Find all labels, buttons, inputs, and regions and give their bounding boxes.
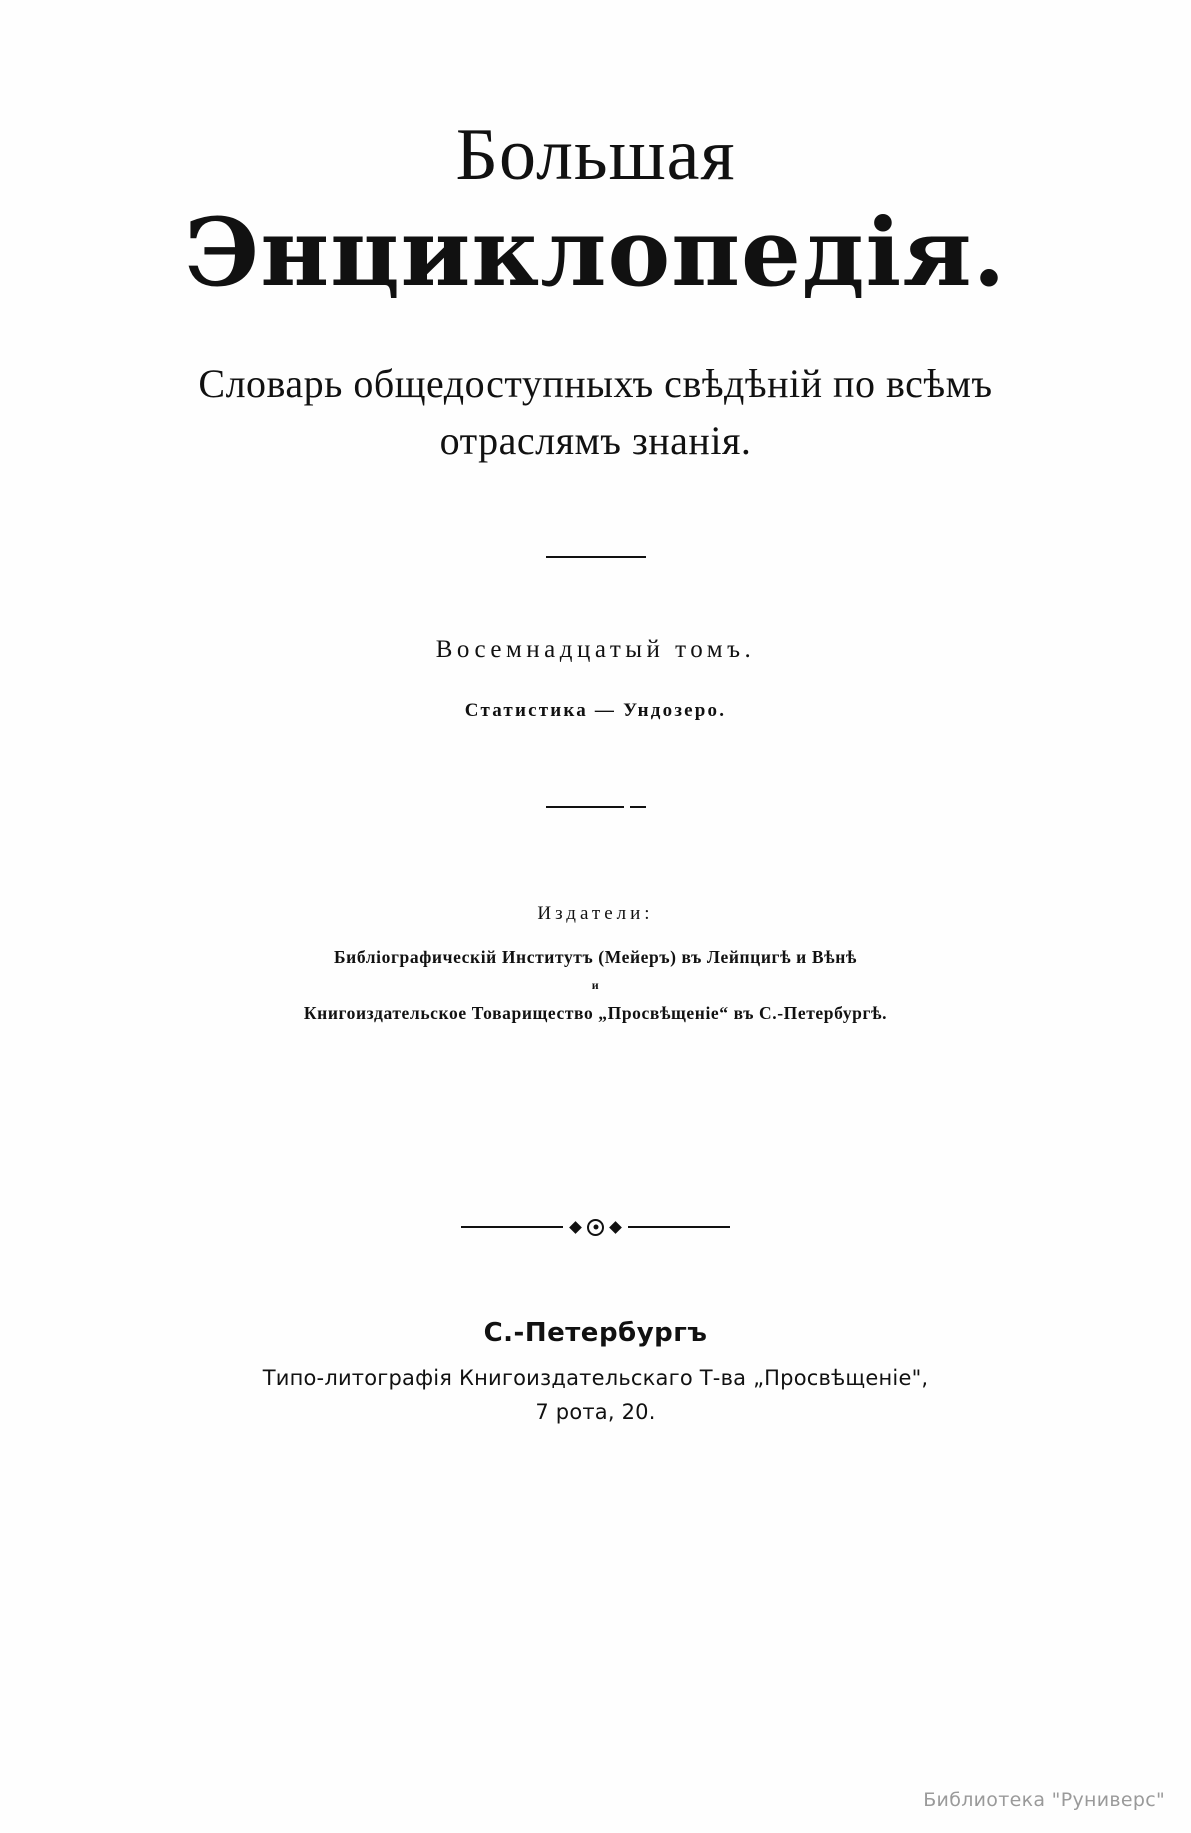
publisher-name-2: Книгоиздательское Товарищество „Просвѣщеніе“ въ С.-Петербургѣ. (303, 1002, 888, 1023)
ornament-divider (0, 1219, 1191, 1236)
publishers-block (0, 903, 1191, 1024)
page-subtitle: Словарь общедоступныхъ свѣдѣній по всѣмъ отраслямъ знанія. (198, 361, 993, 463)
divider-middle (0, 806, 1191, 808)
diamond-icon (609, 1221, 622, 1234)
circle-dot-icon (587, 1219, 604, 1236)
horizontal-rule (546, 556, 646, 558)
ornament-line-right (628, 1226, 730, 1228)
imprint-block (0, 1318, 1191, 1424)
publishers-conjunction: и (591, 977, 600, 992)
library-watermark: Библиотека "Руниверс" (923, 1789, 1165, 1811)
diamond-icon (569, 1221, 582, 1234)
page-title-line-1: Большая (455, 114, 736, 196)
volume-range: Статистика — Ундозеро. (464, 699, 727, 721)
publishers-heading: Издатели: (537, 902, 654, 924)
volume-label: Восемнадцатый томъ. (435, 635, 756, 663)
ornament-line-left (461, 1226, 563, 1228)
divider-top (0, 556, 1191, 558)
ornament-center (563, 1219, 628, 1236)
imprint-address: 7 рота, 20. (535, 1399, 656, 1424)
horizontal-rule-broken (546, 806, 646, 808)
publisher-name-1: Библіографическій Институтъ (Мейеръ) въ Лейпцигѣ и Вѣнѣ (334, 946, 857, 967)
imprint-city: С.-Петербургъ (483, 1317, 708, 1348)
imprint-printer: Типо-литографія Книгоиздательскаго Т-ва „Просвѣщеніе", (262, 1365, 929, 1390)
page-title-line-2: Энциклопедія. (184, 198, 1007, 308)
